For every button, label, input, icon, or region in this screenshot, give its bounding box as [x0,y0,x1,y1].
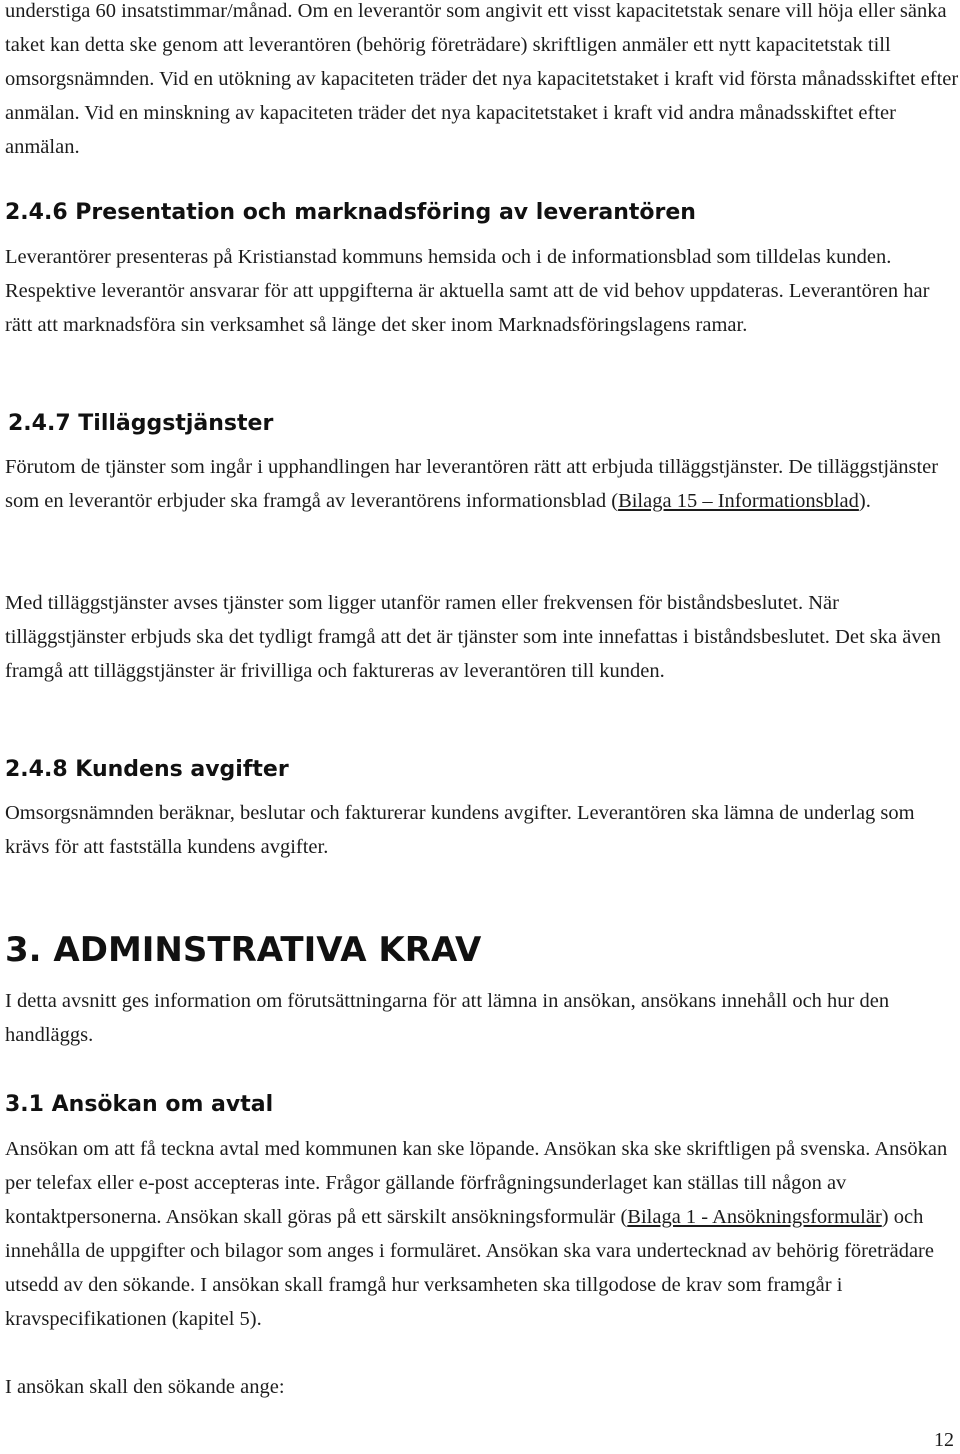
section-3-1-text-before: Ansökan om att få teckna avtal med kommunen kan ske löpande. Ansökan ska ske skriftligen på svenska. Ansökan per telefax eller e-post accepteras inte. Frågor gällande förfrågningsunderlaget kan ställas till någon av kontaktpersonerna. Ansökan skall göras på ett särskilt ansökningsformulär ( [5,1138,948,1228]
intro-paragraph: understiga 60 insatstimmar/månad. Om en leverantör som angivit ett visst kapacitetstak senare vill höja eller sänka taket kan detta ske genom att leverantören (behörig företrädare) skriftligen anmäler ett nytt kapacitetstak till omsorgsnämnden. Vid en utökning av kapaciteten träder det nya kapacitetstaket i kraft vid första månadsskiftet efter anmälan. Vid en minskning av kapaciteten träder det nya kapacitetstaket i kraft vid andra månadsskiftet efter anmälan. [5,0,959,158]
bilaga-1-link[interactable]: Bilaga 1 - Ansökningsformulär [627,1206,882,1228]
section-3-paragraph: I detta avsnitt ges information om förutsättningarna för att lämna in ansökan, ansökans innehåll och hur den handläggs. [5,990,890,1046]
section-2-4-7-text-after: ). [858,490,871,512]
section-2-4-7-paragraph-2: Med tilläggstjänster avses tjänster som ligger utanför ramen eller frekvensen för biståndsbeslutet. När tilläggstjänster erbjuds ska det tydligt framgå att det är tjänster som inte innefattas i biståndsbeslutet. Det ska även framgå att tilläggstjänster är frivilliga och faktureras av leverantören till kunden. [5,592,941,682]
section-3-heading: 3. ADMINSTRATIVA KRAV [5,930,482,970]
section-2-4-7-paragraph-1 [5,450,960,518]
section-2-4-7-heading: 2.4.7 Tilläggstjänster [8,411,274,436]
section-2-4-7-text-before: Förutom de tjänster som ingår i upphandlingen har leverantören rätt att erbjuda tilläggstjänster. De tilläggstjänster som en leverantör erbjuder ska framgå av leverantörens informationsblad ( [5,456,939,512]
section-2-4-6-paragraph: Leverantörer presenteras på Kristianstad kommuns hemsida och i de informationsblad som tilldelas kunden. Respektive leverantör ansvarar för att uppgifterna är aktuella samt att de vid behov uppdateras. Leverantören har rätt att marknadsföra sin verksamhet så länge det sker inom Marknadsföringslagens ramar. [5,246,930,336]
page-number: 12 [934,1429,954,1451]
section-2-4-8-heading: 2.4.8 Kundens avgifter [5,757,289,782]
section-2-4-8-paragraph: Omsorgsnämnden beräknar, beslutar och fakturerar kundens avgifter. Leverantören ska lämna de underlag som krävs för att fastställa kundens avgifter. [5,802,915,858]
section-3-1-paragraph-1 [5,1132,960,1336]
section-3-1-text-after: ) och innehålla de uppgifter och bilagor som anges i formuläret. Ansökan ska vara undertecknad av behörig företrädare utsedd av den sökande. I ansökan skall framgå hur verksamheten ska tillgodose de krav som framgår i kravspecifikationen (kapitel 5). [5,1206,934,1330]
section-3-1-heading: 3.1 Ansökan om avtal [5,1092,274,1117]
bilaga-15-link[interactable]: Bilaga 15 – Informationsblad [618,490,859,512]
section-2-4-6-heading: 2.4.6 Presentation och marknadsföring av leverantören [5,200,696,225]
section-3-1-paragraph-2: I ansökan skall den sökande ange: [5,1376,285,1398]
